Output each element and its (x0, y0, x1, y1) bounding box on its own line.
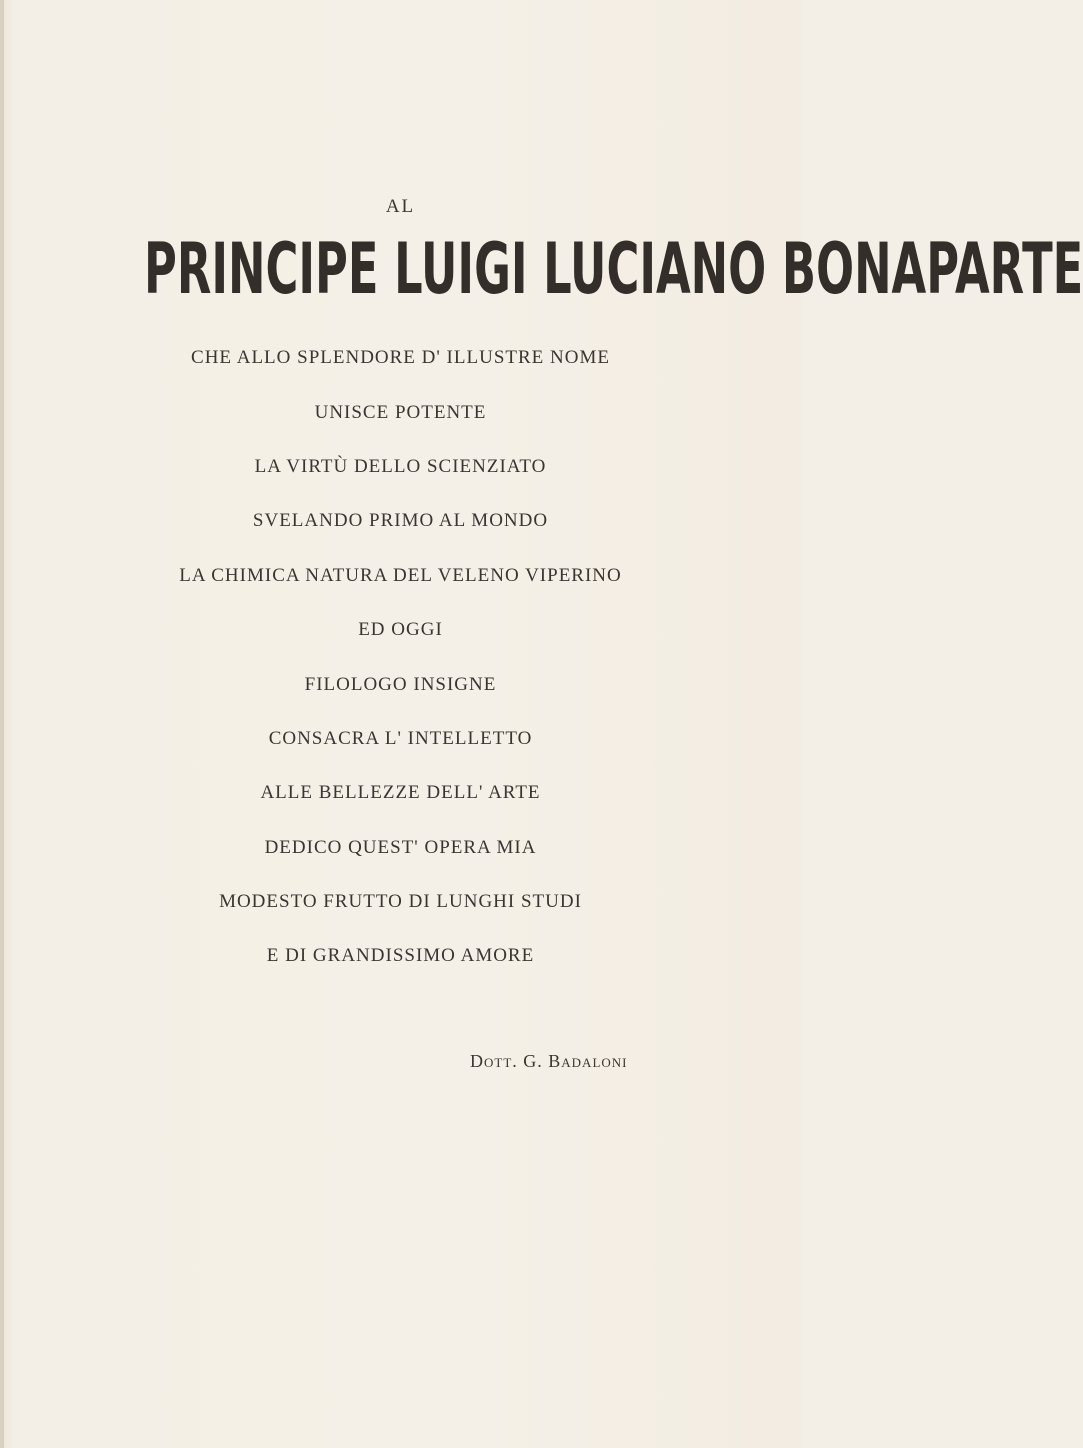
dedication-line: ALLE BELLEZZE DELL' ARTE (260, 782, 541, 803)
dedication-line: E DI GRANDISSIMO AMORE (266, 945, 535, 966)
dedication-line: ED OGGI (358, 619, 443, 640)
dedication-intro: AL (385, 196, 416, 217)
dedication-line: FILOLOGO INSIGNE (304, 674, 497, 695)
signature: Dott. G. Badaloni (470, 1051, 628, 1071)
dedication-title: PRINCIPE LUIGI LUCIANO BONAPARTE (144, 228, 1083, 310)
dedication-line: DEDICO QUEST' OPERA MIA (264, 837, 537, 858)
dedication-line: LA VIRTÙ DELLO SCIENZIATO (254, 456, 547, 477)
dedication-line: LA CHIMICA NATURA DEL VELENO VIPERINO (179, 565, 622, 586)
dedication-line: SVELANDO PRIMO AL MONDO (252, 510, 549, 531)
dedication-line: UNISCE POTENTE (314, 402, 487, 423)
dedication-line: MODESTO FRUTTO DI LUNGHI STUDI (219, 891, 582, 912)
dedication-line: CHE ALLO SPLENDORE D' ILLUSTRE NOME (191, 347, 610, 368)
dedication-line: CONSACRA L' INTELLETTO (268, 728, 533, 749)
